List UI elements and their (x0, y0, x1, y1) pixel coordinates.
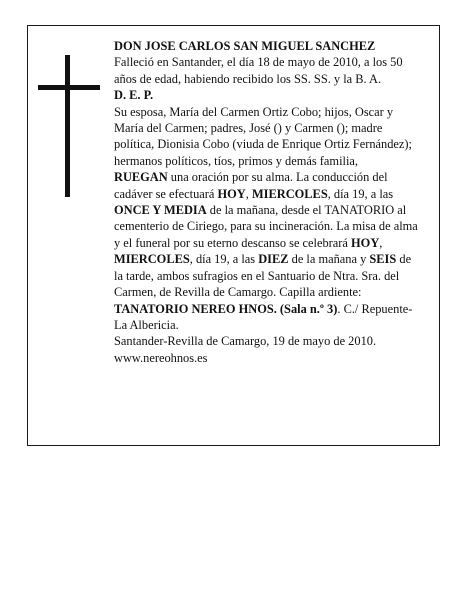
cross-vertical-bar (65, 55, 70, 197)
ceremony-text: de la tarde, ambos sufragios en el Santuario de Ntra. Sra. del Carmen, de Revilla de Camargo. Capilla ardiente: (114, 252, 412, 300)
hoy-word: HOY (217, 186, 246, 201)
ceremony-text: . C./ Repuente-La Albericia. (114, 301, 413, 332)
ceremony-text: una oración por su alma. La conducción del cadáver se efectuará (114, 170, 388, 201)
website-text: www.nereohnos.es (114, 350, 208, 365)
cross-horizontal-bar (38, 85, 100, 90)
diez-time: DIEZ (258, 252, 289, 267)
hoy-word: HOY (351, 235, 380, 250)
once-y-media-time: ONCE Y MEDIA (114, 203, 207, 218)
seis-time: SEIS (369, 252, 397, 267)
notice-text (114, 38, 420, 366)
death-announcement: Falleció en Santander, el día 18 de mayo de 2010, a los 50 años de edad, habiendo recibido los SS. SS. y la B. A. (114, 55, 403, 86)
family-list: Su esposa, María del Carmen Ortiz Cobo; hijos, Oscar y María del Carmen; padres, José () y Carmen (); madre política, Dionisia Cobo (viuda de Enrique Ortiz Fernández); hermanos políticos, tíos, primos y demás familia, (114, 104, 412, 168)
ceremony-text: de la mañana, desde el TANATORIO al cementerio de Ciriego, para su incineración. La misa de alma y el funeral por su eterno descanso se celebrará (114, 203, 418, 250)
miercoles-word: MIERCOLES (114, 252, 190, 267)
ruegan-word: RUEGAN (114, 170, 168, 185)
ceremony-text: , (245, 186, 252, 201)
ceremony-text: , (379, 235, 383, 250)
cross-icon (38, 55, 100, 197)
dep-line: D. E. P. (114, 88, 154, 103)
ceremony-details (114, 169, 420, 333)
place-date: Santander-Revilla de Camargo, 19 de mayo de 2010. (114, 334, 377, 349)
ceremony-text: de la mañana y (288, 252, 370, 267)
deceased-name: DON JOSE CARLOS SAN MIGUEL SANCHEZ (114, 39, 376, 53)
ceremony-text: , día 19, a las (189, 252, 259, 267)
miercoles-word: MIERCOLES (251, 186, 328, 201)
ceremony-text: , día 19, a las (327, 186, 394, 201)
tanatorio-name: TANATORIO NEREO HNOS. (Sala n.º 3) (114, 301, 338, 316)
